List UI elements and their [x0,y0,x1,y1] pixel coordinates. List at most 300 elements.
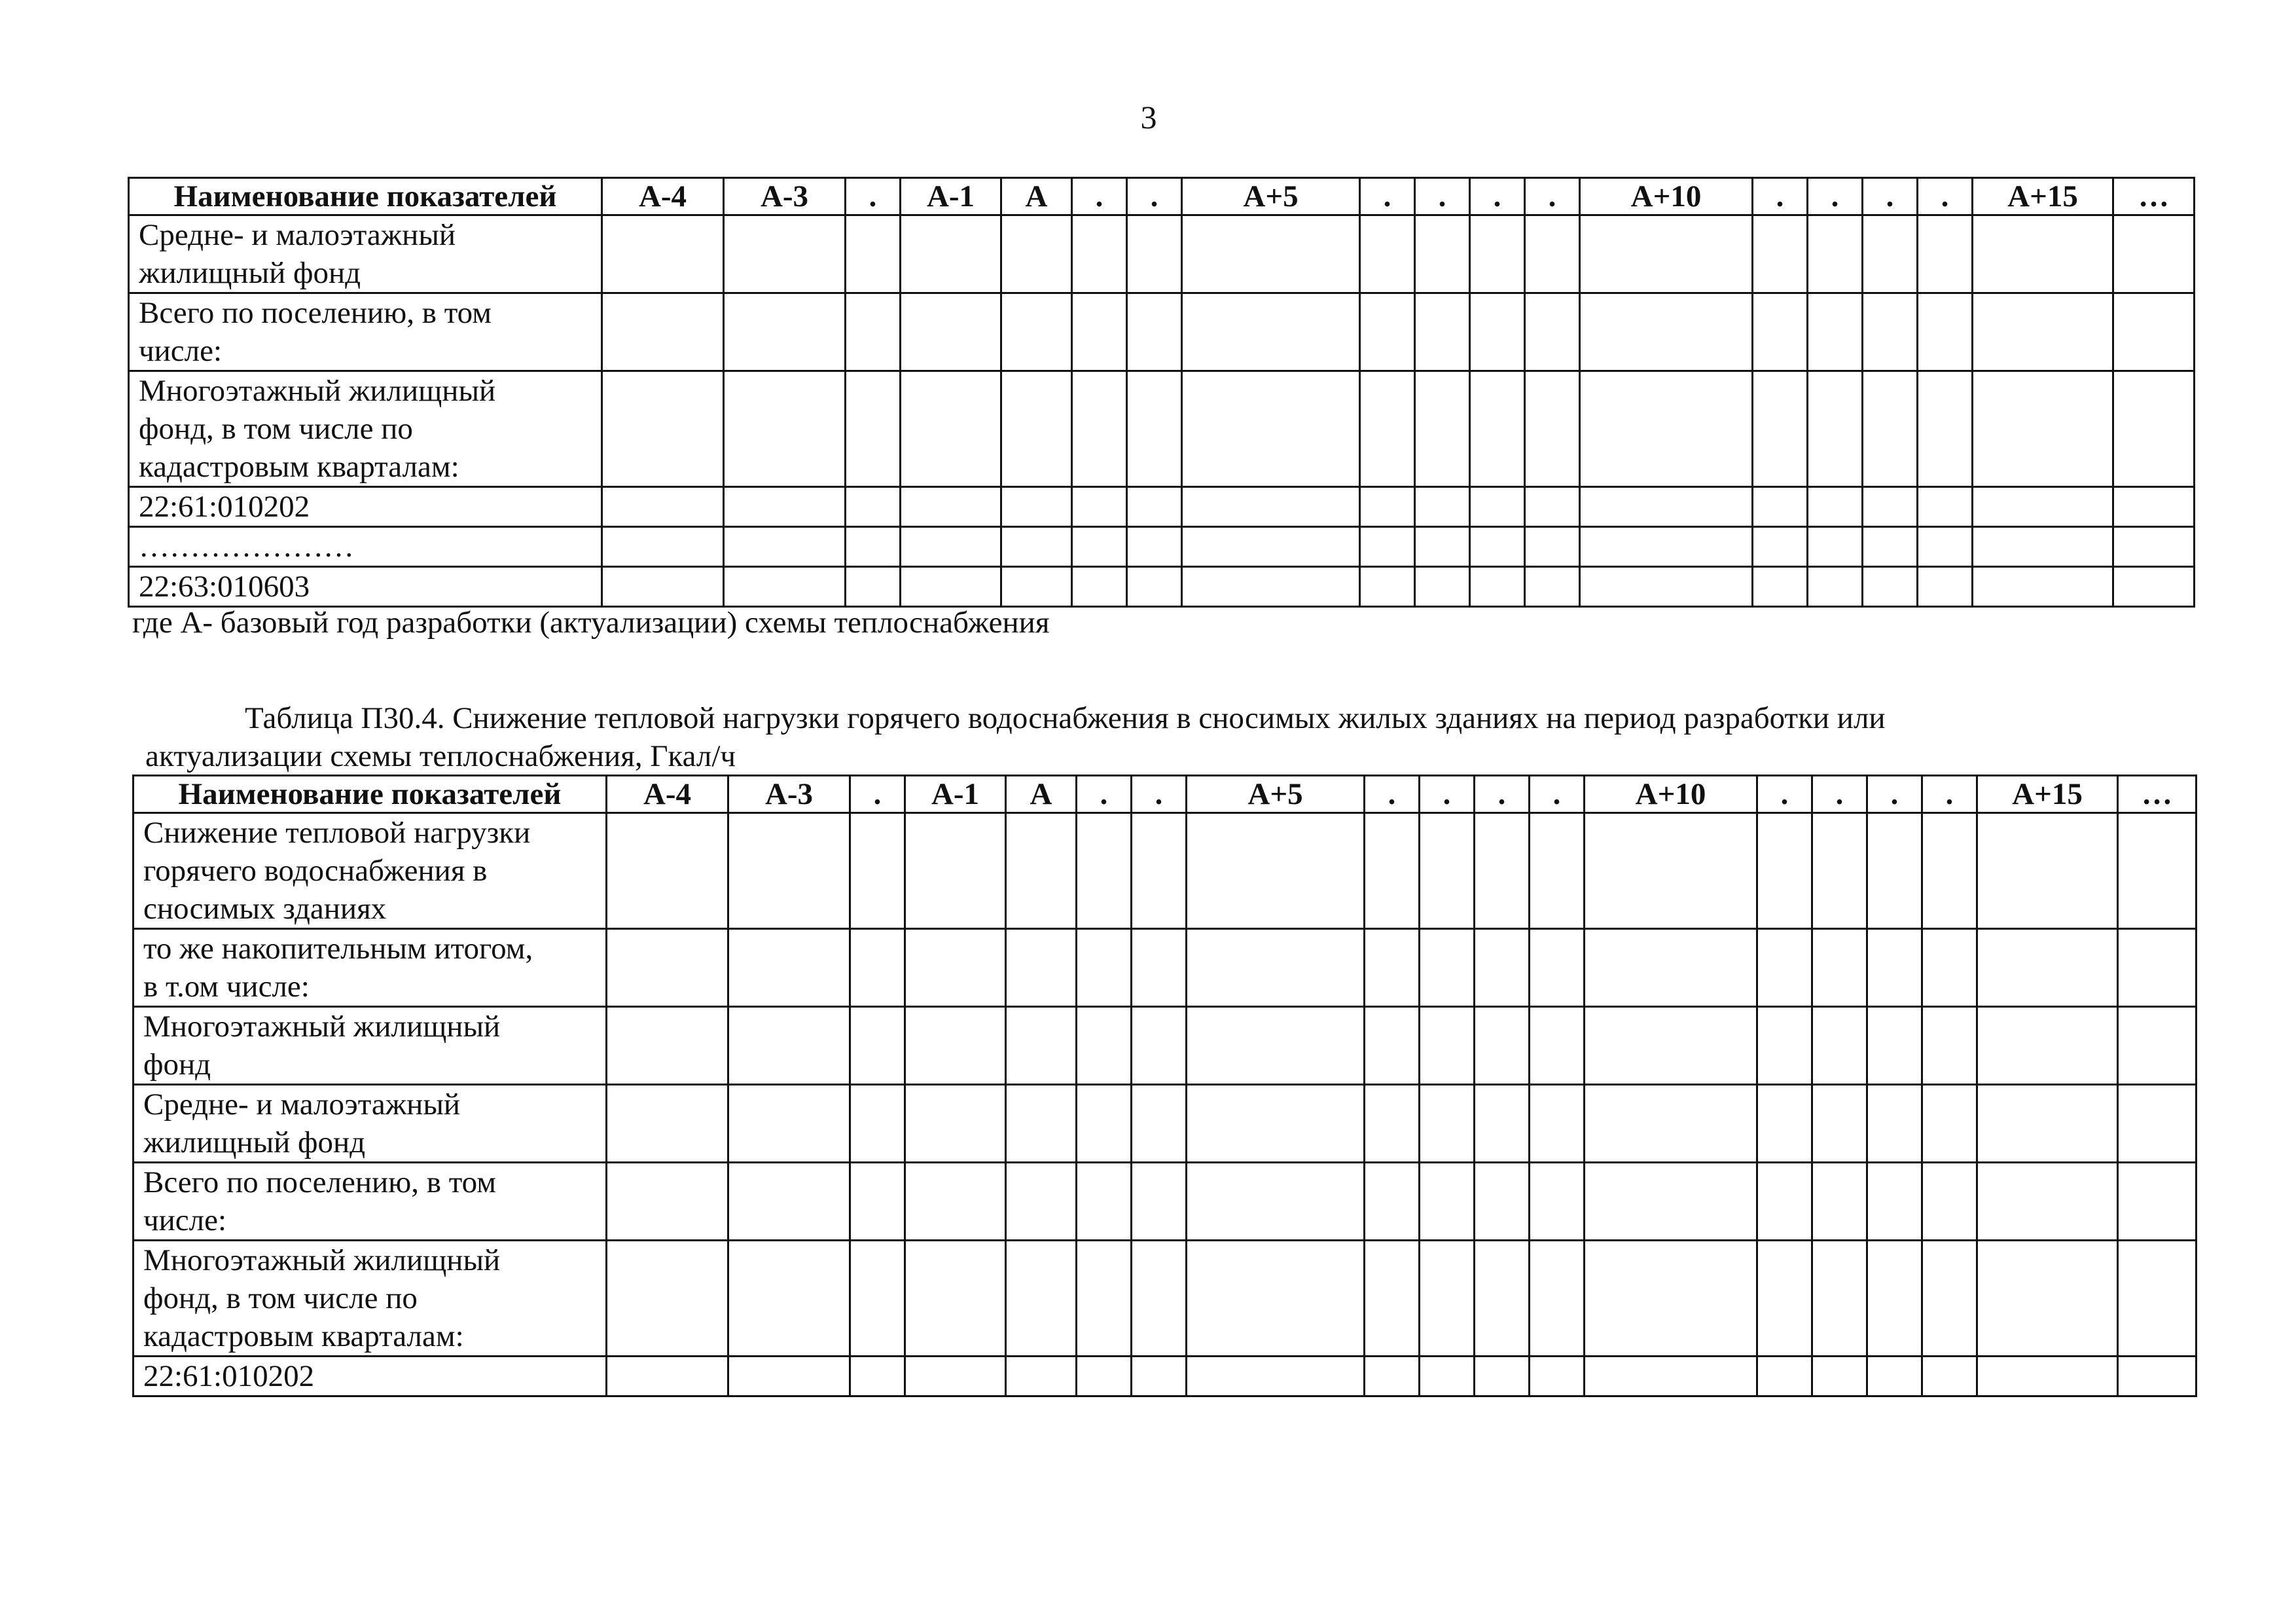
empty-value-cell [1757,1357,1812,1396]
empty-value-cell [1077,1007,1132,1085]
column-header-year: А+10 [1585,776,1757,813]
empty-value-cell [1360,215,1415,293]
table-row [129,215,2195,293]
empty-value-cell [1977,1007,2118,1085]
empty-value-cell [1530,1007,1585,1085]
empty-value-cell [1415,371,1470,487]
column-header-indicator: Наименование показателей [129,178,602,215]
empty-value-cell [1127,215,1182,293]
empty-value-cell [2118,1085,2197,1163]
empty-value-cell [1753,567,1808,607]
empty-value-cell [1360,487,1415,527]
empty-value-cell [905,1357,1006,1396]
empty-value-cell [1475,1163,1530,1241]
empty-value-cell [1132,1163,1187,1241]
row-label-line: фонд, в том числе по [143,1281,418,1315]
empty-value-cell [1918,371,1973,487]
column-header-year: . [1525,178,1580,215]
empty-value-cell [1580,567,1753,607]
row-label-line: ………………… [139,530,354,564]
column-header-year: . [1753,178,1808,215]
empty-value-cell [1001,215,1072,293]
column-header-year: . [1360,178,1415,215]
column-header-year: . [1863,178,1918,215]
empty-value-cell [1525,567,1580,607]
row-label-line: Всего по поселению, в том [139,296,492,330]
column-header-year: . [1812,776,1867,813]
empty-value-cell [1001,293,1072,371]
empty-value-cell [1365,1007,1420,1085]
empty-value-cell [1072,293,1127,371]
table-note: где А- базовый год разработки (актуализации) схемы теплоснабжения [132,606,1050,640]
empty-value-cell [850,1241,905,1357]
empty-value-cell [1812,1357,1867,1396]
empty-value-cell [728,813,850,929]
table-row [134,1085,2197,1163]
empty-value-cell [1808,293,1863,371]
empty-value-cell [1585,1357,1757,1396]
empty-value-cell [1420,813,1475,929]
column-header-year: А-4 [602,178,724,215]
empty-value-cell [1977,1085,2118,1163]
empty-value-cell [1525,527,1580,567]
empty-value-cell [1475,813,1530,929]
empty-value-cell [1182,567,1360,607]
empty-value-cell [1863,215,1918,293]
empty-value-cell [1525,293,1580,371]
empty-value-cell [724,527,846,567]
empty-value-cell [1415,527,1470,567]
empty-value-cell [1530,813,1585,929]
empty-value-cell [1808,371,1863,487]
column-header-year: . [1530,776,1585,813]
empty-value-cell [905,813,1006,929]
empty-value-cell [1525,371,1580,487]
row-label [134,1007,607,1085]
empty-value-cell [850,1007,905,1085]
empty-value-cell [1525,215,1580,293]
row-label-line: кадастровым кварталам: [139,450,459,484]
empty-value-cell [846,567,901,607]
empty-value-cell [1127,487,1182,527]
empty-value-cell [1757,1085,1812,1163]
empty-value-cell [1187,1007,1365,1085]
column-header-indicator: Наименование показателей [134,776,607,813]
empty-value-cell [1420,1007,1475,1085]
empty-value-cell [1580,371,1753,487]
empty-value-cell [1867,1357,1922,1396]
row-label [134,1085,607,1163]
table-caption-continued: актуализации схемы теплоснабжения, Гкал/ч [145,739,736,773]
empty-value-cell [846,371,901,487]
empty-value-cell [1753,487,1808,527]
empty-value-cell [1006,1163,1077,1241]
empty-value-cell [2113,527,2195,567]
row-label-line: числе: [143,1203,227,1237]
empty-value-cell [846,527,901,567]
empty-value-cell [1812,1085,1867,1163]
empty-value-cell [1863,487,1918,527]
empty-value-cell [1525,487,1580,527]
table-row [134,813,2197,929]
column-header-year: . [1757,776,1812,813]
column-header-year: А-4 [607,776,728,813]
empty-value-cell [1365,813,1420,929]
empty-value-cell [724,293,846,371]
row-label [129,293,602,371]
empty-value-cell [1812,1241,1867,1357]
empty-value-cell [607,929,728,1007]
empty-value-cell [602,371,724,487]
row-label-line: фонд [143,1048,211,1082]
empty-value-cell [1360,293,1415,371]
empty-value-cell [1922,813,1977,929]
column-header-year: А-1 [905,776,1006,813]
empty-value-cell [1973,293,2113,371]
empty-value-cell [1132,929,1187,1007]
empty-value-cell [1132,813,1187,929]
empty-value-cell [1867,929,1922,1007]
page-number: 3 [1140,99,1157,136]
empty-value-cell [1922,1163,1977,1241]
empty-value-cell [1808,487,1863,527]
empty-value-cell [607,813,728,929]
empty-value-cell [1360,527,1415,567]
empty-value-cell [1977,813,2118,929]
row-label [129,215,602,293]
column-header-year: А+10 [1580,178,1753,215]
empty-value-cell [607,1007,728,1085]
empty-value-cell [1753,293,1808,371]
empty-value-cell [1867,1163,1922,1241]
empty-value-cell [1863,527,1918,567]
table-row [134,1163,2197,1241]
empty-value-cell [2118,1357,2197,1396]
row-label-line: 22:63:010603 [139,570,310,604]
empty-value-cell [1863,293,1918,371]
empty-value-cell [1470,487,1525,527]
empty-value-cell [728,1163,850,1241]
table-row [134,1007,2197,1085]
row-label [134,813,607,929]
empty-value-cell [1132,1085,1187,1163]
row-label [134,1163,607,1241]
empty-value-cell [901,527,1001,567]
empty-value-cell [607,1085,728,1163]
empty-value-cell [1757,929,1812,1007]
empty-value-cell [1415,567,1470,607]
empty-value-cell [1918,293,1973,371]
empty-value-cell [1470,371,1525,487]
empty-value-cell [901,293,1001,371]
empty-value-cell [905,1241,1006,1357]
empty-value-cell [1077,813,1132,929]
column-header-year: . [1132,776,1187,813]
empty-value-cell [724,215,846,293]
empty-value-cell [850,1163,905,1241]
empty-value-cell [1365,1085,1420,1163]
empty-value-cell [1470,215,1525,293]
empty-value-cell [1415,293,1470,371]
empty-value-cell [1922,1085,1977,1163]
table-row [129,527,2195,567]
empty-value-cell [1470,527,1525,567]
table-row [134,1357,2197,1396]
empty-value-cell [1867,813,1922,929]
row-label [129,527,602,567]
column-header-year: А [1001,178,1072,215]
empty-value-cell [1182,215,1360,293]
row-label-line: то же накопительным итогом, [143,932,533,966]
empty-value-cell [850,813,905,929]
empty-value-cell [1922,1007,1977,1085]
empty-value-cell [1977,1241,2118,1357]
empty-value-cell [602,487,724,527]
table-row [129,371,2195,487]
column-header-year: А-3 [728,776,850,813]
row-label-line: горячего водоснабжения в [143,854,488,888]
empty-value-cell [1977,1163,2118,1241]
empty-value-cell [1072,371,1127,487]
empty-value-cell [1808,527,1863,567]
empty-value-cell [1127,293,1182,371]
empty-value-cell [1808,215,1863,293]
empty-value-cell [1365,929,1420,1007]
empty-value-cell [1365,1241,1420,1357]
empty-value-cell [728,1357,850,1396]
row-label-line: в т.ом числе: [143,970,310,1004]
empty-value-cell [1475,929,1530,1007]
table-row [129,293,2195,371]
empty-value-cell [1475,1085,1530,1163]
column-header-year: . [1808,178,1863,215]
empty-value-cell [846,487,901,527]
empty-value-cell [1072,215,1127,293]
empty-value-cell [1753,371,1808,487]
column-header-year: . [1127,178,1182,215]
table-row [134,929,2197,1007]
column-header-year: А-3 [724,178,846,215]
empty-value-cell [724,371,846,487]
empty-value-cell [1918,567,1973,607]
empty-value-cell [1001,371,1072,487]
empty-value-cell [1585,1241,1757,1357]
empty-value-cell [1182,487,1360,527]
empty-value-cell [1918,527,1973,567]
empty-value-cell [1863,371,1918,487]
row-label-line: жилищный фонд [143,1125,366,1159]
empty-value-cell [1757,1007,1812,1085]
table-row [129,567,2195,607]
row-label-line: фонд, в том числе по [139,412,413,446]
empty-value-cell [1867,1007,1922,1085]
empty-value-cell [1530,1357,1585,1396]
column-header-year: . [1470,178,1525,215]
column-header-year: … [2113,178,2195,215]
column-header-year: . [1867,776,1922,813]
row-label-line: жилищный фонд [139,256,361,290]
empty-value-cell [1006,813,1077,929]
empty-value-cell [901,567,1001,607]
column-header-year: . [850,776,905,813]
empty-value-cell [1812,1163,1867,1241]
row-label-line: Средне- и малоэтажный [143,1087,461,1122]
empty-value-cell [1867,1085,1922,1163]
empty-value-cell [1475,1007,1530,1085]
empty-value-cell [2113,487,2195,527]
empty-value-cell [1475,1357,1530,1396]
empty-value-cell [1867,1241,1922,1357]
row-label-line: числе: [139,334,223,368]
empty-value-cell [1757,1163,1812,1241]
column-header-year: . [1077,776,1132,813]
empty-value-cell [2118,929,2197,1007]
row-label-line: 22:61:010202 [139,490,310,524]
empty-value-cell [1006,1357,1077,1396]
column-header-year: А [1006,776,1077,813]
empty-value-cell [1973,567,2113,607]
empty-value-cell [850,1085,905,1163]
empty-value-cell [1415,215,1470,293]
empty-value-cell [1006,929,1077,1007]
empty-value-cell [1580,487,1753,527]
empty-value-cell [1187,1241,1365,1357]
empty-value-cell [1530,1241,1585,1357]
empty-value-cell [1006,1241,1077,1357]
empty-value-cell [1585,813,1757,929]
empty-value-cell [1127,567,1182,607]
empty-value-cell [901,487,1001,527]
empty-value-cell [1077,1357,1132,1396]
column-header-year: . [1918,178,1973,215]
empty-value-cell [850,929,905,1007]
empty-value-cell [1127,371,1182,487]
column-header-year: А+15 [1977,776,2118,813]
empty-value-cell [1530,1163,1585,1241]
empty-value-cell [607,1357,728,1396]
column-header-year: . [1922,776,1977,813]
table-caption: Таблица П30.4. Снижение тепловой нагрузки горячего водоснабжения в сносимых жилых зданиях на период разработки или [245,701,1886,735]
column-header-year: . [846,178,901,215]
column-header-year: . [1420,776,1475,813]
empty-value-cell [1585,1163,1757,1241]
row-label [129,371,602,487]
empty-value-cell [1580,215,1753,293]
row-label-line: Многоэтажный жилищный [143,1243,501,1277]
row-label [129,487,602,527]
empty-value-cell [1001,487,1072,527]
row-label-line: Всего по поселению, в том [143,1165,496,1199]
row-label-line: Многоэтажный жилищный [143,1010,501,1044]
empty-value-cell [901,371,1001,487]
row-label-line: сносимых зданиях [143,892,387,926]
empty-value-cell [1863,567,1918,607]
row-label [134,929,607,1007]
empty-value-cell [1973,371,2113,487]
empty-value-cell [1808,567,1863,607]
empty-value-cell [1757,1241,1812,1357]
empty-value-cell [1973,487,2113,527]
empty-value-cell [728,929,850,1007]
row-label-line: Снижение тепловой нагрузки [143,816,531,850]
empty-value-cell [1580,293,1753,371]
empty-value-cell [905,1163,1006,1241]
row-label-line: кадастровым кварталам: [143,1319,464,1353]
column-header-year: . [1415,178,1470,215]
row-label [134,1357,607,1396]
empty-value-cell [1360,371,1415,487]
empty-value-cell [1470,293,1525,371]
empty-value-cell [1187,1085,1365,1163]
empty-value-cell [1001,567,1072,607]
empty-value-cell [1187,1357,1365,1396]
empty-value-cell [1973,215,2113,293]
table-row [129,487,2195,527]
empty-value-cell [724,567,846,607]
row-label [134,1241,607,1357]
empty-value-cell [1530,1085,1585,1163]
empty-value-cell [1072,527,1127,567]
column-header-year: … [2118,776,2197,813]
empty-value-cell [1922,929,1977,1007]
empty-value-cell [1470,567,1525,607]
empty-value-cell [2118,1007,2197,1085]
empty-value-cell [1585,929,1757,1007]
empty-value-cell [607,1241,728,1357]
empty-value-cell [901,215,1001,293]
empty-value-cell [1420,1085,1475,1163]
empty-value-cell [1530,929,1585,1007]
empty-value-cell [905,929,1006,1007]
empty-value-cell [1475,1241,1530,1357]
empty-value-cell [1077,1163,1132,1241]
empty-value-cell [602,567,724,607]
empty-value-cell [1918,215,1973,293]
empty-value-cell [1922,1241,1977,1357]
empty-value-cell [2113,215,2195,293]
empty-value-cell [850,1357,905,1396]
empty-value-cell [607,1163,728,1241]
empty-value-cell [1918,487,1973,527]
empty-value-cell [1420,929,1475,1007]
empty-value-cell [1753,527,1808,567]
column-header-year: . [1365,776,1420,813]
empty-value-cell [1420,1163,1475,1241]
empty-value-cell [1187,1163,1365,1241]
empty-value-cell [1365,1357,1420,1396]
column-header-year: А+15 [1973,178,2113,215]
empty-value-cell [1077,1085,1132,1163]
empty-value-cell [2113,371,2195,487]
empty-value-cell [1006,1007,1077,1085]
empty-value-cell [728,1007,850,1085]
column-header-year: . [1072,178,1127,215]
empty-value-cell [2118,813,2197,929]
empty-value-cell [1187,929,1365,1007]
empty-value-cell [1585,1007,1757,1085]
empty-value-cell [1973,527,2113,567]
empty-value-cell [1182,527,1360,567]
empty-value-cell [1187,813,1365,929]
empty-value-cell [1812,813,1867,929]
table-header-row [134,776,2197,813]
row-label-line: 22:61:010202 [143,1359,315,1393]
column-header-year: А-1 [901,178,1001,215]
empty-value-cell [1420,1357,1475,1396]
empty-value-cell [1812,929,1867,1007]
indicators-table-continued [128,177,2195,608]
empty-value-cell [1585,1085,1757,1163]
